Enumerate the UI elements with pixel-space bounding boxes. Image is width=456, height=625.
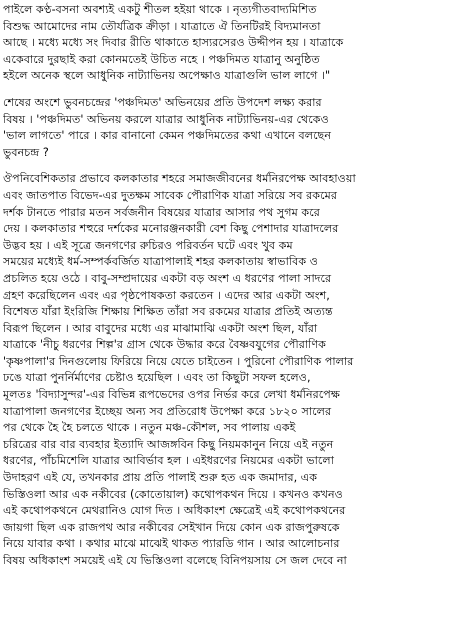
text-line: উদাহরণ এই যে, তখনকার প্রায় প্রতি পালাই শুরু হত এক জমাদার, এক <box>3 471 318 485</box>
text-line: একেবারে দুরছাই করা কোনমতেই উচিত নহে । পঞ্চদিমত যাত্রানু অনুষ্ঠিত <box>3 52 320 66</box>
paragraph-1 <box>3 2 455 85</box>
text-line: যাত্রাপালা জনগণের ইচ্ছেয় অন্য সব প্রতিরোধ উপেক্ষা করে ১৮২০ সালের <box>3 404 332 418</box>
text-line: শেষের অংশে ভুবনচন্দ্রের 'পঞ্চদিমত' অভিনয়ের প্রতি উপদেশ লক্ষ্য করার <box>3 95 322 109</box>
text-line: বিশুদ্ধ আমোদের নাম তৌর্যত্রিক ক্রীড়া । যাত্রাতে ঐ তিনটিরই বিদ্যমানতা <box>3 19 321 33</box>
text-line: দর্শক টানতে পারার মতন সর্বজনীন বিষয়ের যাত্রার আসার পথ সুগম করে <box>3 205 320 219</box>
text-line: দেয় । কলকাতার শহুরে দর্শকের মনোরঞ্জনকারী বেশ কিছু পেশাদার যাত্রাদলের <box>3 222 339 236</box>
text-line: 'ভাল লাগতে' পারে । কার বানানো কেমন পঞ্চদিমতের কথা এখানে বলছেন <box>3 129 332 143</box>
text-line: হইলে অনেক স্থলে আধুনিক নাট্যাভিনয় অপেক্ষাও যাত্রাগুলি ভাল লাগে ।" <box>3 69 331 83</box>
paragraph-3 <box>3 171 455 569</box>
text-line: সময়ের মধ্যেই ধর্ম-সম্পর্কবর্জিত যাত্রাপালাই শহর কলকাতায় স্বাভাবিক ও <box>3 255 318 269</box>
text-line: গ্রহণ করেছিলেন এবং এর পৃষ্ঠপোষকতা করতেন । এদের আর একটা অংশ, <box>3 288 330 302</box>
text-line: আছে । মধ্যে মধ্যে সং দিবার রীতি থাকাতে হাস্যরসেরও উদ্দীপন হয় । যাত্রাকে <box>3 36 344 50</box>
document-page <box>3 2 455 580</box>
text-line: পাইলে কণ্ঠ-বসনা অবশ্যই একটু শীতল হইয়া থাকে । নৃত্যগীতবাদ্যমিশিত <box>3 3 317 16</box>
text-line: ঔপনিবেশিকতার প্রভাবে কলকাতার শহরে সমাজজীবনের ধর্মনিরপেক্ষ আবহাওয়া <box>3 172 356 186</box>
text-line: উদ্ভব হয় । এই সূত্রে জনগণের রুচিরও পরিবর্তন ঘটে এবং খুব কম <box>3 238 293 252</box>
text-line: বিরূপ ছিলেন । আর বাবুদের মধ্যে এর মাঝামাঝি একটা অংশ ছিল, যাঁরা <box>3 321 318 335</box>
text-line: প্রচলিত হয়ে ওঠে । বাবু-সম্প্রদায়ের একটা বড় অংশ এ ধরণের পালা সাদরে <box>3 271 332 285</box>
text-line: বিষয় অধিকাংশ সময়েই এই যে ভিস্তিওলা বলেছে বিনিপয়সায় সে জল দেবে না <box>3 554 347 567</box>
text-line: পর থেকে হৈ হৈ চলতে থাকে । নতুন মঞ্চ-কৌশল, সব পালায় একই <box>3 421 296 435</box>
text-line: এবং জাতপাত বিভেদ-এর দুতক্ষম সাবেক পৌরাণিক যাত্রা সরিয়ে সব রকমের <box>3 188 337 202</box>
text-line: 'কৃষ্ণপালা'র দিনগুলোয় ফিরিয়ে নিয়ে যেতে চাইতেন । পুরিনো পৌরাণিক পালার <box>3 354 354 368</box>
text-line: এই কথোপকথনে মেথরানিও যোগ দিত । অধিকাংশ ক্ষেত্রেই এই কথোপকথনের <box>3 504 346 518</box>
text-line: জায়গা ছিল এক রাজপথ আর নকীবের সেইখান দিয়ে কোন এক রাজপুরুষকে <box>3 520 340 534</box>
text-line: ভুবনচন্দ্র ? <box>3 145 49 159</box>
text-line: ভিস্তিওলা আর এক নকীবের (কোতোয়াল) কথোপকথন দিয়ে । কখনও কখনও <box>3 487 343 501</box>
text-line: বিষয় । 'পঞ্চদিমত' অভিনয় করলে যাত্রার আধুনিক নাট্যাভিনয়-এর থেকেও <box>3 112 329 126</box>
text-line: ঢঙে যাত্রা পুনর্নির্মাণের চেষ্টাও হয়েছিল । এবং তা কিছুটা সফল হলেও, <box>3 371 311 385</box>
text-line: ধরণের, পাঁচমিশেলি যাত্রার আবির্ভাব হল । এইধরণের নিয়মের একটা ভালো <box>3 454 334 468</box>
text-line: চরিত্রের বার বার ব্যবহার ইত্যাদি আজঙ্গবিন কিছু নিয়মকানুন নিয়ে এই নতুন <box>3 437 334 451</box>
text-line: নিয়ে যাবার কথা । কথার মাঝে মাঝেই থাকত প্যারডি গান । আর আলোচনার <box>3 537 340 551</box>
text-line: বিশেষত যাঁরা ইংরিজি শিক্ষায় শিক্ষিত তাঁরা সব রকমের যাত্রার প্রতিই অত্যন্ত <box>3 305 333 319</box>
paragraph-2 <box>3 95 455 161</box>
text-line: যাত্রাকে 'নীচু ধরণের শিল্প'র গ্রাস থেকে উদ্ধার করে বৈষ্ণবযুগের পৌরাণিক <box>3 338 326 352</box>
text-line: মূলতঃ 'বিদ্যাসুন্দর'-এর বিভিন্ন রূপভেদের ওপর নির্ভর করে লেখা ধর্মনিরপেক্ষ <box>3 388 340 402</box>
